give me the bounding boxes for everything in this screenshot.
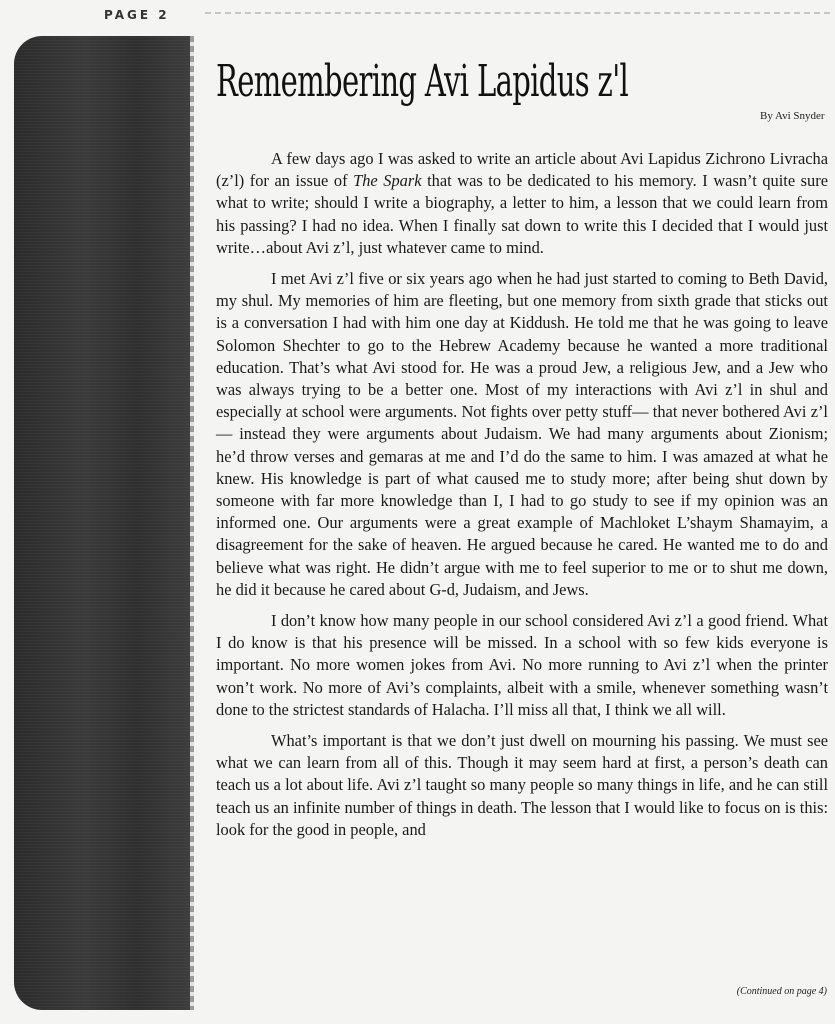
- side-bar-perforated-edge: [190, 36, 194, 1010]
- decorative-side-bar: [14, 36, 190, 1010]
- article-paragraph: [216, 730, 828, 841]
- side-bar-texture: [14, 36, 190, 1010]
- article-paragraph: [216, 610, 828, 721]
- publication-title: The Spark: [353, 171, 422, 191]
- paragraph-text: I met Avi z’l five or six years ago when he had just started to coming to Beth David, my shul. My memories of him are fleeting, but one memory from sixth grade that sticks out is a conversation I had with him one day at Kiddush. He told me that he was going to leave Solomon Shechter to go to the Hebrew Academy because he wanted a more traditional education. That’s what Avi stood for. He was a proud Jew, a religious Jew, and a Jew who was always trying to be a better one. Most of my interactions with Avi z’l in shul and especially at school were arguments. Not fights over petty stuff— that never bothered Avi z’l — instead they were arguments about Judaism. We had many arguments about Zionism; he’d throw verses and gemaras at me and I’d do the same to him. I was amazed at what he knew. His knowledge is part of what caused me to study more; after being shut down by someone with far more knowledge than I, I had to go study to see if my opinion was an informed one. Our arguments were a great example of Machloket L’shaym Shamayim, a disagreement for the sake of heaven. He argued because he cared. He wanted me to do and believe what was right. He didn’t argue with me to feel superior to me or to shut me down, he did it because he cared about G-d, Judaism, and Jews.: [216, 269, 828, 599]
- article-body: [216, 148, 828, 850]
- article-paragraph: [216, 268, 828, 601]
- article-byline: By Avi Snyder: [760, 110, 825, 122]
- paragraph-text: What’s important is that we don’t just dwell on mourning his passing. We must see what we can learn from all of this. Though it may seem hard at first, a person’s death can teach us a lot about life. Avi z’l taught so many people so many things in life, and he can still teach us an infinite number of things in death. The lesson that I would like to focus on is this: look for the good in people, and: [216, 731, 828, 839]
- top-dashed-rule: [205, 12, 830, 14]
- paragraph-text: I don’t know how many people in our school considered Avi z’l a good friend. What I do know is that his presence will be missed. In a school with so few kids everyone is important. No more women jokes from Avi. No more running to Avi z’l when the printer won’t work. No more of Avi’s complaints, albeit with a smile, whenever something wasn’t done to the strictest standards of Halacha. I’ll miss all that, I think we all will.: [216, 611, 828, 719]
- page-number-label: PAGE 2: [104, 8, 170, 22]
- continued-note: (Continued on page 4): [736, 986, 827, 997]
- paragraph-text: A few days ago I was asked to write an article about Avi Lapidus Zichrono Livracha (z’l) for an issue of: [216, 149, 828, 191]
- paragraph-text: that was to be dedicated to his memory. I wasn’t quite sure what to write; should I write a biography, a letter to him, a lesson that we could learn from his passing? I had no idea. When I finally sat down to write this I decided that I would just write…about Avi z’l, just whatever came to mind.: [216, 171, 828, 257]
- article-paragraph: [216, 148, 828, 259]
- article-title: Remembering Avi Lapidus z'l: [216, 56, 629, 107]
